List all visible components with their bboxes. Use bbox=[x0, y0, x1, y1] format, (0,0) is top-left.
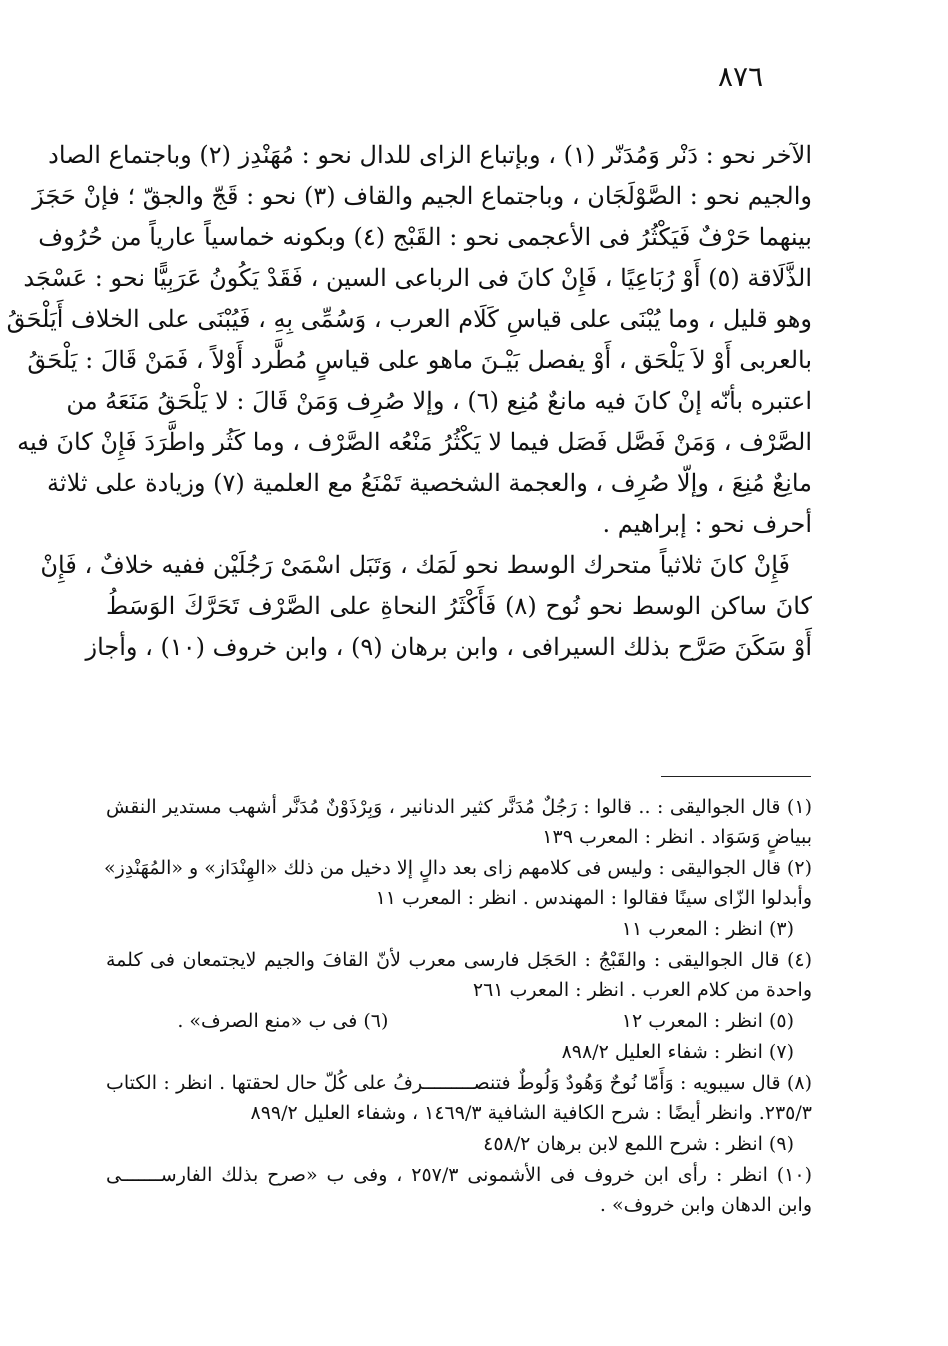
text-line: كانَ ساكن الوسط نحو نُوح (٨) فَأَكْثَرُ النحاةِ على الصَّرْف تَحَرَّكَ الوَسَطُ bbox=[106, 592, 812, 620]
footnote-2 bbox=[106, 853, 812, 913]
footnote-line: (٣) انظر : المعرب ١١ bbox=[621, 918, 794, 940]
text-line: مانِعٌ مُنِعَ ، وإلّا صُرِف ، والعجمة الشخصية تَمْنَعُ مع العلمية (٧) وزيادة على ثلاثة bbox=[47, 469, 812, 497]
footnote-line: (٨) قال سيبويه : وَأَمّا نُوحٌ وَهُودٌ وَلُوطٌ فتنصـــــــــرفُ على كُلّ حال لحقتها . انظر : الكتاب bbox=[106, 1072, 812, 1094]
footnote-line: ٢٣٥/٣. وانظر أيضًا : شرح الكافية الشافية ١٤٦٩/٣ ، وشفاء العليل ٨٩٩/٢ bbox=[250, 1102, 812, 1124]
footnote-line: (٤) قال الجواليقى : والقَبْجُ : الحَجَل فارسى معرب لأنّ القافَ والجيم لايجتمعان فى كلمة bbox=[106, 949, 812, 971]
footnotes bbox=[106, 792, 812, 1221]
footnote-divider bbox=[661, 776, 811, 777]
footnote-3 bbox=[106, 914, 812, 944]
footnote-5-6 bbox=[106, 1006, 812, 1036]
footnote-line: وابن الدهان وابن خروف» . bbox=[599, 1194, 812, 1216]
footnote-8 bbox=[106, 1068, 812, 1128]
footnote-4 bbox=[106, 945, 812, 1005]
text-line: وهو قليل ، وما يُبْنَى على قياسِ كَلَام العرب ، وَسُمِّى بِهِ ، فَيُبْنَى على الخلاف أَيَلْحَقُ bbox=[6, 305, 812, 333]
footnote-line: وأبدلوا الزّاى سينًا فقالوا : المهندس . انظر : المعرب ١١ bbox=[375, 887, 812, 909]
footnote-line: (٧) انظر : شفاء العليل ٨٩٨/٢ bbox=[561, 1041, 794, 1063]
main-text bbox=[6, 135, 812, 668]
footnote-7 bbox=[106, 1037, 812, 1067]
footnote-6: (٦) فى ب «منع الصرف» . bbox=[177, 1010, 389, 1032]
footnote-5: (٥) انظر : المعرب ١٢ bbox=[621, 1010, 794, 1032]
text-line: الآخر نحو : دَنْر وَمُدَنّر (١) ، وبإتباع الزاى للدال نحو : مُهَنْدِز (٢) وباجتماع الصاد bbox=[48, 141, 812, 169]
footnote-line: (١٠) انظر : رأى ابن خروف فى الأشمونى ٢٥٧/٣ ، وفى ب «صرح بذلك الفارســـــــى bbox=[106, 1164, 812, 1186]
footnote-line: (٩) انظر : شرح اللمع لابن برهان ٤٥٨/٢ bbox=[483, 1133, 794, 1155]
text-line: الصَّرْف ، وَمَنْ فَصَّل فَصَل فيما لا يَكْثُرُ مَنْعُه الصَّرْف ، وما كَثُر واطَّرَدَ فَإِنْ كانَ فيه bbox=[17, 428, 812, 456]
paragraph-2 bbox=[40, 545, 812, 668]
text-line: الذَّلَاقة (٥) أَوْ رُبَاعِيًا ، فَإِنْ كانَ فى الرباعى السين ، فَقَدْ يَكُونُ عَرَبِيًّا نحو : عَسْجَد bbox=[23, 264, 812, 292]
paragraph-1 bbox=[6, 135, 812, 545]
text-line: أحرف نحو : إبراهيم . bbox=[602, 510, 812, 538]
footnote-line: (١) قال الجواليقى : .. قالوا : رَجُلٌ مُدَنَّر كثير الدنانير ، وَبِرْذَوْنٌ مُدَنَّر أشهب مستدير النقش bbox=[106, 796, 812, 818]
page-number: ٨٧٦ bbox=[718, 60, 764, 93]
text-line: فَإِنْ كانَ ثلاثياً متحرك الوسط نحو لَمَك ، وَتَبَل اسْمَىْ رَجُلَيْن ففيه خلافٌ ، فَإِنْ bbox=[40, 551, 790, 579]
text-line: أَوْ سَكَنَ صَرَّح بذلك السيرافى ، وابن برهان (٩) ، وابن خروف (١٠) ، وأجاز bbox=[85, 633, 812, 661]
text-line: بينهما حَرْفٌ فَيَكْثُرُ فى الأعجمى نحو : القَبْج (٤) وبكونه خماسياً عارياً من حُرُوف bbox=[38, 223, 812, 251]
footnote-line: (٢) قال الجواليقى : وليس فى كلامهم زاى بعد دالٍ إلا دخيل من ذلك «الهِنْدَاز» و «المُهَنْدِز» bbox=[104, 857, 812, 879]
footnote-10 bbox=[106, 1160, 812, 1220]
footnote-line: ببياضٍ وَسَوَاد . انظر : المعرب ١٣٩ bbox=[542, 826, 812, 848]
text-line: بالعربى أَوْ لاَ يَلْحَق ، أَوْ يفصل بَيْـنَ ماهو على قياسٍ مُطَّرد أَوْلاً ، فَمَنْ قَالَ : يَلْحَقُ bbox=[27, 346, 812, 374]
footnote-1 bbox=[106, 792, 812, 852]
text-line: والجيم نحو : الصَّوْلَجَان ، وباجتماع الجيم والقاف (٣) نحو : قَجّ والجقّ ؛ فإنْ حَجَزَ bbox=[32, 182, 812, 210]
text-line: اعتبره بأنّه إنْ كانَ فيه مانعٌ مُنِع (٦) ، وإلا صُرِف وَمَنْ قَالَ : لا يَلْحَقُ مَنَعَهُ من bbox=[66, 387, 812, 415]
footnote-line: واحدة من كلام العرب . انظر : المعرب ٢٦١ bbox=[472, 979, 812, 1001]
footnote-9 bbox=[106, 1129, 812, 1159]
